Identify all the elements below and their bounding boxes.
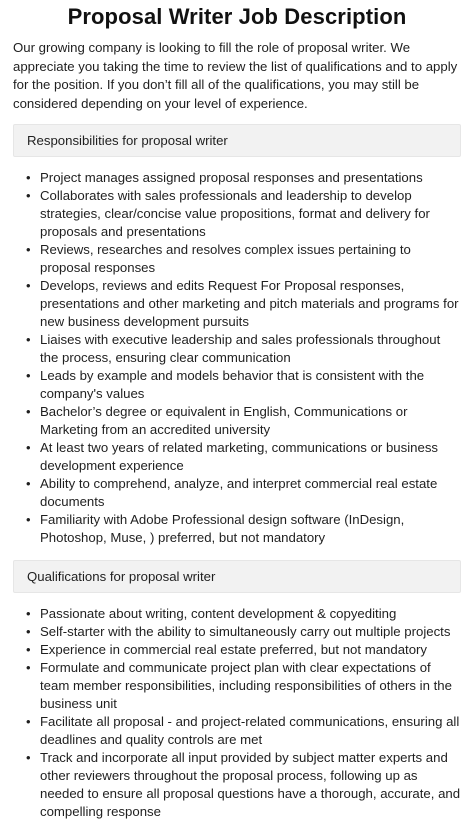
list-item-text: Experience in commercial real estate preferred, but not mandatory [40, 642, 428, 657]
bullet-icon: • [26, 642, 31, 657]
list-item [13, 331, 461, 367]
qualifications-header [13, 560, 461, 593]
list-item-text: Bachelor’s degree or equivalent in English, Communications or Marketing from an accredited university [40, 404, 408, 437]
list-item [13, 403, 461, 439]
list-item-text: Track and incorporate all input provided by subject matter experts and other reviewers throughout the proposal process, following up as needed to ensure all proposal questions have a thorough, accurate, and compelling response [40, 750, 461, 819]
bullet-icon: • [26, 170, 31, 185]
list-item [13, 749, 461, 821]
responsibilities-list [13, 169, 461, 547]
page-title: Proposal Writer Job Description [67, 4, 407, 29]
list-item-text: Reviews, researches and resolves complex issues pertaining to proposal responses [40, 242, 411, 275]
list-item [13, 241, 461, 277]
list-item [13, 439, 461, 475]
bullet-icon: • [26, 404, 31, 419]
bullet-icon: • [26, 188, 31, 203]
bullet-icon: • [26, 750, 31, 765]
bullet-icon: • [26, 278, 31, 293]
list-item [13, 367, 461, 403]
list-item [13, 713, 461, 749]
list-item [13, 605, 461, 623]
list-item-text: Leads by example and models behavior that is consistent with the company's values [40, 368, 425, 401]
responsibilities-heading: Responsibilities for proposal writer [27, 133, 228, 148]
bullet-icon: • [26, 512, 31, 527]
list-item-text: Formulate and communicate project plan with clear expectations of team member responsibilities, including responsibilities of others in the business unit [40, 660, 452, 711]
list-item-text: Passionate about writing, content development & copyediting [40, 606, 397, 621]
list-item [13, 475, 461, 511]
bullet-icon: • [26, 606, 31, 621]
bullet-icon: • [26, 440, 31, 455]
bullet-icon: • [26, 476, 31, 491]
list-item-text: Liaises with executive leadership and sales professionals throughout the process, ensuring clear communication [40, 332, 441, 365]
bullet-icon: • [26, 714, 31, 729]
list-item-text: Develops, reviews and edits Request For Proposal responses, presentations and other marketing and pitch materials and programs for new business development pursuits [40, 278, 459, 329]
list-item-text: Ability to comprehend, analyze, and interpret commercial real estate documents [40, 476, 438, 509]
qualifications-list [13, 605, 461, 821]
list-item [13, 187, 461, 241]
list-item [13, 641, 461, 659]
list-item [13, 659, 461, 713]
list-item-text: At least two years of related marketing, communications or business development experience [40, 440, 439, 473]
bullet-icon: • [26, 242, 31, 257]
bullet-icon: • [26, 624, 31, 639]
list-item-text: Collaborates with sales professionals and leadership to develop strategies, clear/concise value propositions, format and delivery for proposals and presentations [40, 188, 430, 239]
intro-paragraph: Our growing company is looking to fill the role of proposal writer. We appreciate you taking the time to review the list of qualifications and to apply for the position. If you don’t fill all of the qualifications, you may still be considered depending on your level of experience. [13, 40, 458, 111]
list-item-text: Self-starter with the ability to simultaneously carry out multiple projects [40, 624, 451, 639]
list-item-text: Project manages assigned proposal responses and presentations [40, 170, 423, 185]
list-item [13, 169, 461, 187]
qualifications-heading: Qualifications for proposal writer [27, 569, 216, 584]
list-item [13, 623, 461, 641]
responsibilities-header [13, 124, 461, 157]
list-item [13, 277, 461, 331]
bullet-icon: • [26, 332, 31, 347]
bullet-icon: • [26, 660, 31, 675]
list-item [13, 511, 461, 547]
list-item-text: Facilitate all proposal - and project-related communications, ensuring all deadlines and quality controls are met [40, 714, 460, 747]
bullet-icon: • [26, 368, 31, 383]
list-item-text: Familiarity with Adobe Professional design software (InDesign, Photoshop, Muse, ) preferred, but not mandatory [40, 512, 405, 545]
